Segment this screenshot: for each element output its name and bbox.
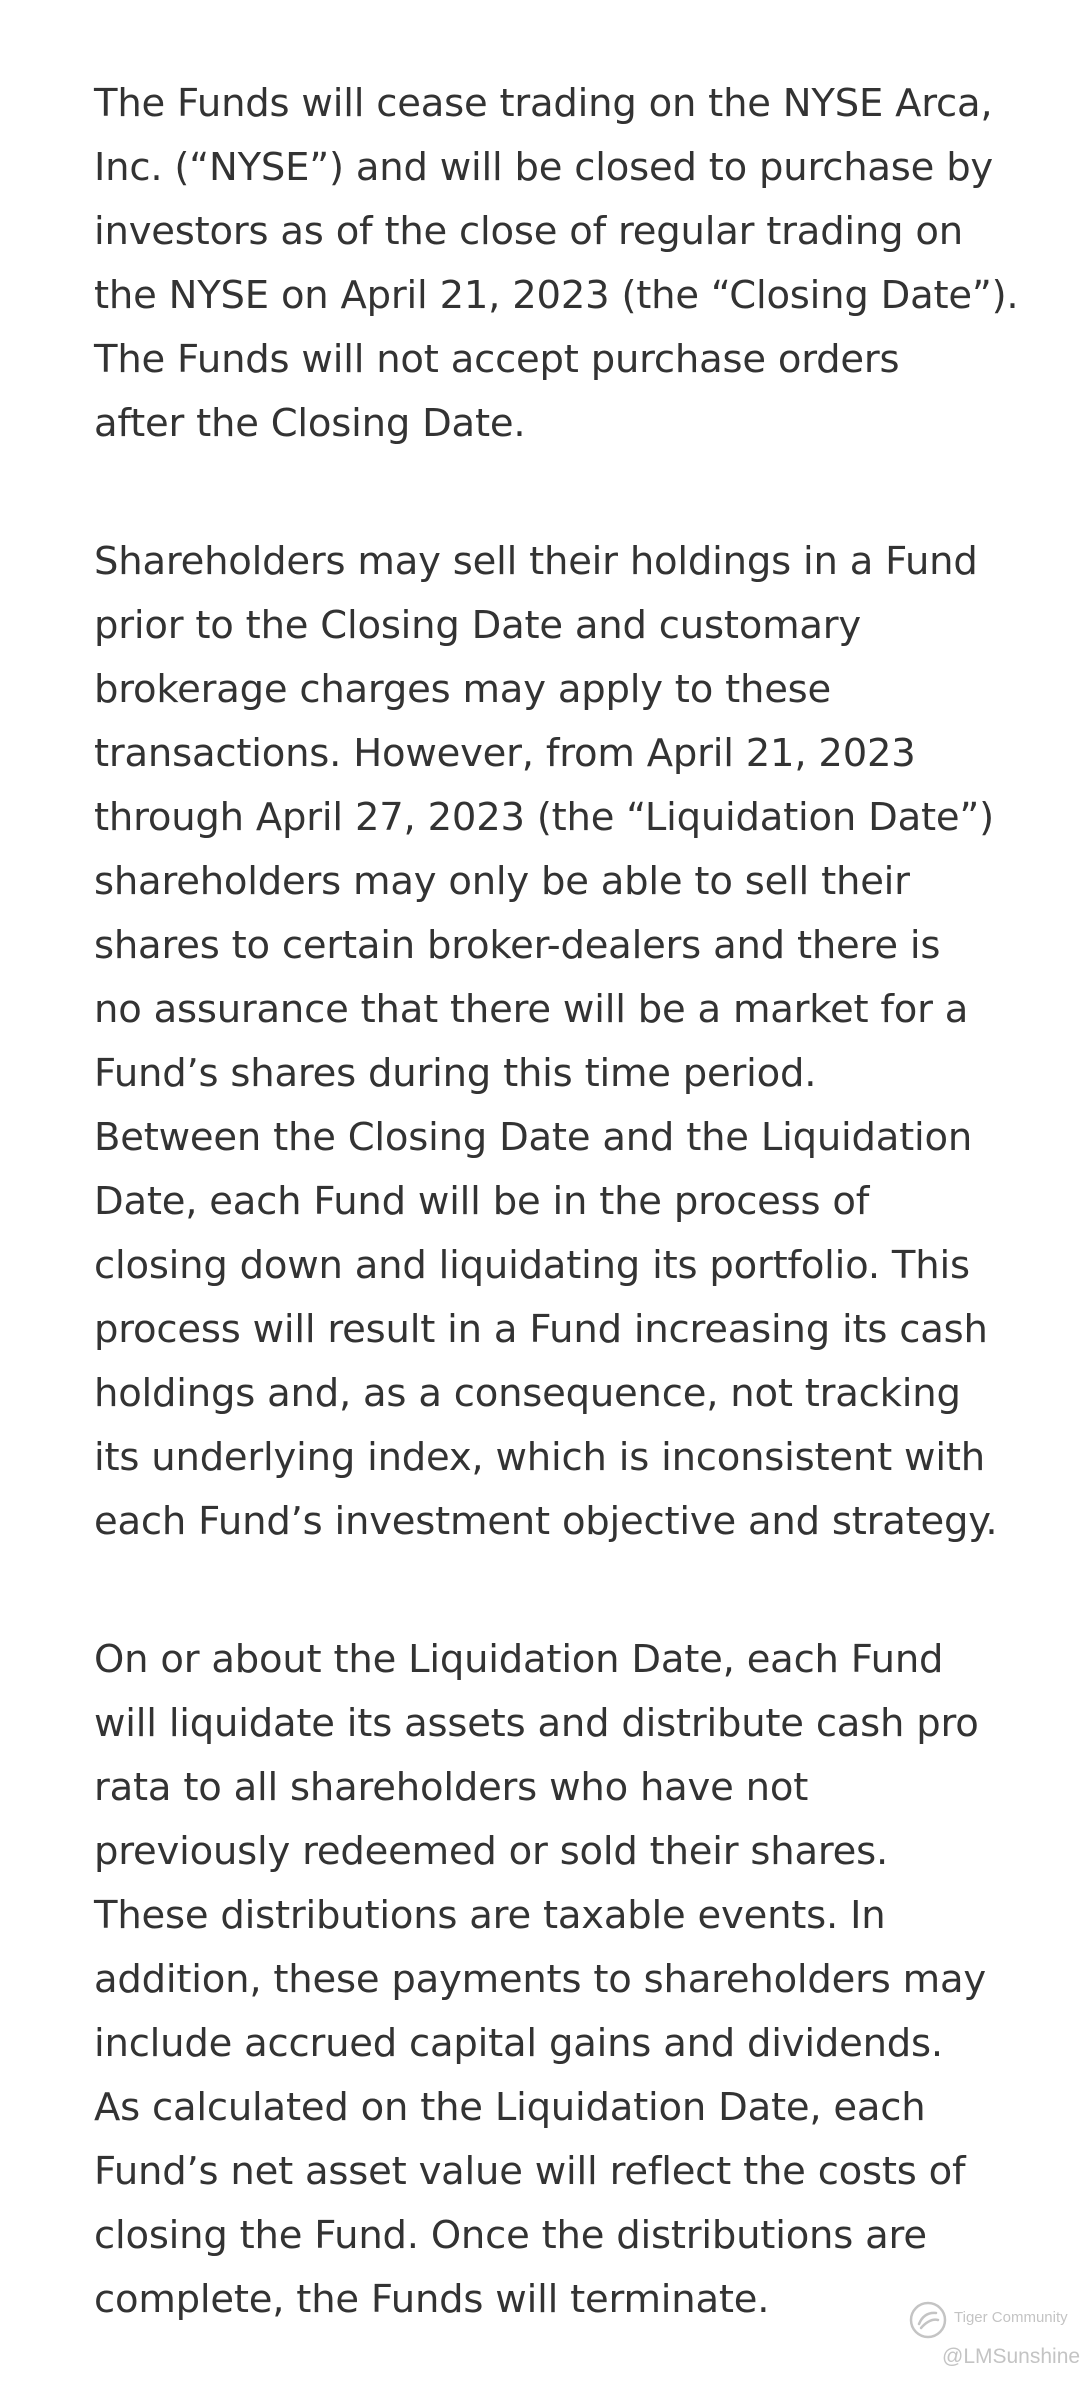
text-line: the NYSE on April 21, 2023 (the “Closing Date”). — [94, 273, 1019, 318]
text-line: brokerage charges may apply to these — [94, 667, 832, 712]
text-line: each Fund’s investment objective and strategy. — [94, 1499, 998, 1544]
watermark — [908, 2288, 1081, 2374]
text-line: closing down and liquidating its portfolio. This — [94, 1243, 970, 1288]
watermark-handle: @LMSunshine — [942, 2345, 1081, 2368]
text-line: addition, these payments to shareholders may — [94, 1957, 986, 2002]
text-line: holdings and, as a consequence, not tracking — [94, 1371, 961, 1416]
text-line: shareholders may only be able to sell their — [94, 859, 910, 904]
paragraph-liquidation — [94, 1628, 1010, 2332]
text-line: transactions. However, from April 21, 2023 — [94, 731, 916, 776]
text-line: process will result in a Fund increasing its cash — [94, 1307, 988, 1352]
text-line: after the Closing Date. — [94, 401, 526, 446]
text-line: The Funds will not accept purchase orders — [94, 337, 900, 382]
text-line: closing the Fund. Once the distributions are — [94, 2213, 927, 2258]
text-line: include accrued capital gains and dividends. — [94, 2021, 943, 2066]
text-line: Inc. (“NYSE”) and will be closed to purchase by — [94, 145, 994, 190]
text-line: shares to certain broker-dealers and there is — [94, 923, 941, 968]
text-line: investors as of the close of regular trading on — [94, 209, 963, 254]
text-line: its underlying index, which is inconsistent with — [94, 1435, 985, 1480]
text-line: previously redeemed or sold their shares. — [94, 1829, 889, 1874]
paragraph-selling-period — [94, 530, 1010, 1554]
paragraph-spacer — [94, 1554, 1010, 1628]
paragraph-closing — [94, 72, 1019, 456]
text-line: On or about the Liquidation Date, each Fund — [94, 1637, 944, 1682]
text-line: prior to the Closing Date and customary — [94, 603, 861, 648]
watermark-brand: Tiger Community — [954, 2309, 1068, 2326]
text-line: Between the Closing Date and the Liquidation — [94, 1115, 973, 1160]
text-line: through April 27, 2023 (the “Liquidation Date”) — [94, 795, 994, 840]
text-line: will liquidate its assets and distribute cash pro — [94, 1701, 979, 1746]
text-line: The Funds will cease trading on the NYSE Arca, — [94, 81, 993, 126]
text-line: Fund’s shares during this time period. — [94, 1051, 817, 1096]
text-line: Shareholders may sell their holdings in a Fund — [94, 539, 978, 584]
text-line: no assurance that there will be a market for a — [94, 987, 969, 1032]
text-line: Fund’s net asset value will reflect the costs of — [94, 2149, 966, 2194]
text-line: As calculated on the Liquidation Date, each — [94, 2085, 926, 2130]
tiger-community-logo-icon — [908, 2300, 948, 2340]
text-line: These distributions are taxable events. In — [94, 1893, 886, 1938]
text-line: rata to all shareholders who have not — [94, 1765, 809, 1810]
text-line: Date, each Fund will be in the process of — [94, 1179, 870, 1224]
paragraph-spacer — [94, 456, 1010, 530]
text-line: complete, the Funds will terminate. — [94, 2277, 770, 2322]
